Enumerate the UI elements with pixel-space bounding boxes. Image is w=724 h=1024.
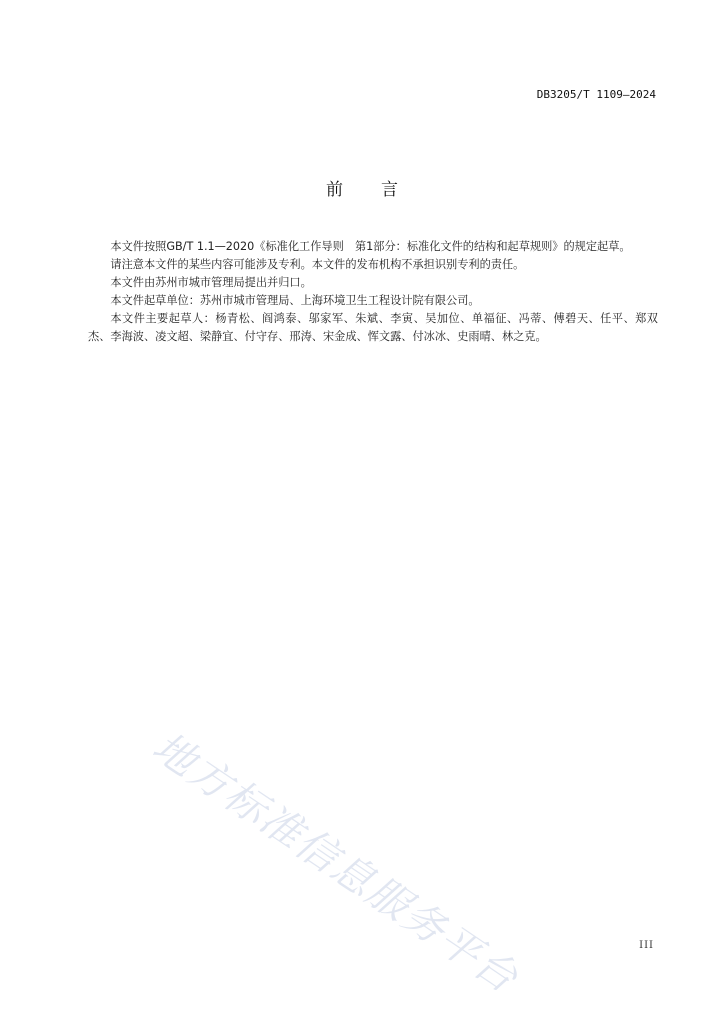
paragraph-drafting-units: 本文件起草单位：苏州市城市管理局、上海环境卫生工程设计院有限公司。 (110, 294, 480, 307)
paragraph-patent-notice: 请注意本文件的某些内容可能涉及专利。本文件的发布机构不承担识别专利的责任。 (110, 258, 525, 271)
document-code: DB3205/T 1109—2024 (536, 88, 656, 101)
paragraph-proposer: 本文件由苏州市城市管理局提出并归口。 (110, 276, 312, 289)
page-number: III (639, 940, 654, 951)
preface-body (88, 238, 658, 346)
watermark: 地方标准信息服务平台 (144, 722, 528, 1003)
paragraph-drafters: 本文件主要起草人：杨青松、阎鸿泰、邬家军、朱斌、李寅、吴加位、单福征、冯蒂、傅碧天、任平、郑双杰、李海波、凌文超、梁静宜、付守存、邢涛、宋金成、恽文露、付冰冰、史雨晴、林之克。 (88, 312, 658, 343)
paragraph-drafting-rules: 本文件按照GB/T 1.1—2020《标准化工作导则 第1部分：标准化文件的结构和起草规则》的规定起草。 (110, 240, 631, 253)
page-title: 前言 (326, 180, 436, 200)
